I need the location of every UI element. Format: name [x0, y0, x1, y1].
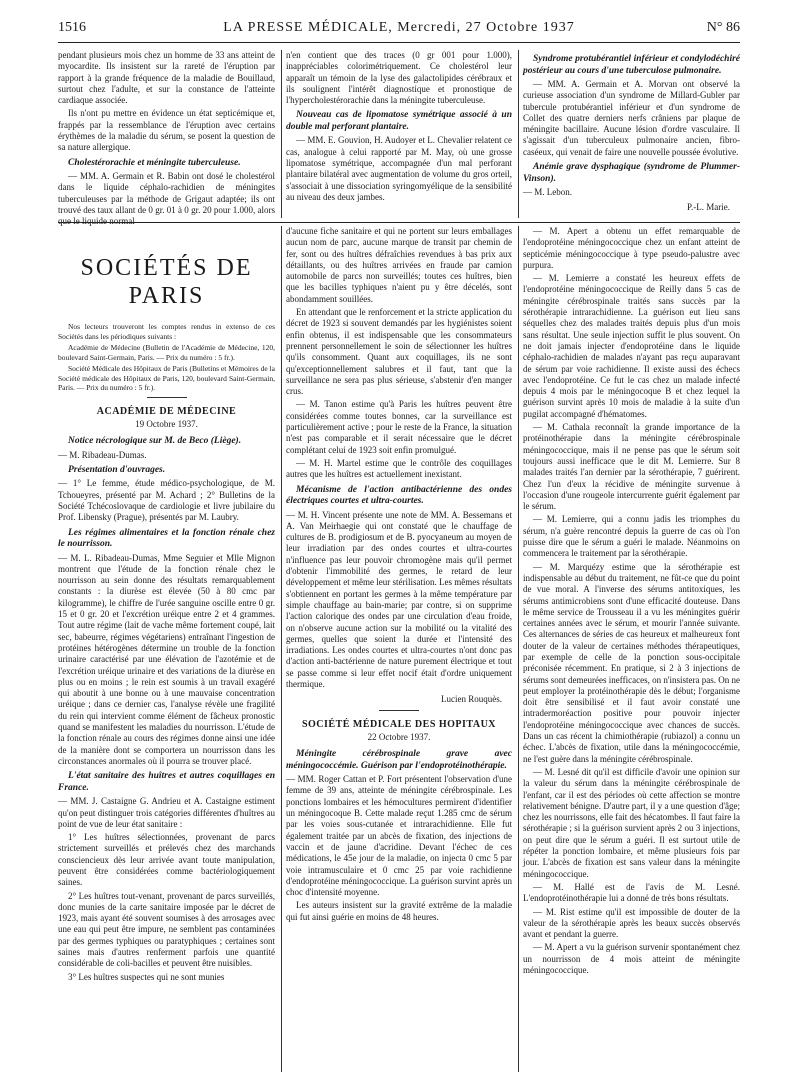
note: Société Médicale des Hôpitaux de Paris (Bulletins et Mémoires de la Société médicale des Hôpitaux de Paris, 120, boulevard Saint-Germain, Paris. — Prix du numéro : 5 fr.).	[58, 364, 275, 392]
paragraph: n'en contient que des traces (0 gr 001 pour 1.000), inappréciables colorimétriquement. Ce cholestérol leur apparaît un témoin de la lyse des galactolipides cérébraux et ils soulignent l'intérêt diagnostique et pronostique de l'hypercholestérorachie dans la méningite tuberculeuse.	[286, 50, 512, 106]
paragraph: — MM. Roger Cattan et P. Fort présentent l'observation d'une femme de 39 ans, atteinte de méningite cérébrospinale. Les ponctions lombaires et les hémocultures permirent d'identifier un méningocoque B. Cette malade reçut 1.285 cmc de sérum par les voies sous-cutanée et intrarachidienne. Elle fut également traitée par un abcès de fixation, des injections de vaccin et de jaune d'acridine. Devant l'échec de ces médications, le 45e jour de la maladie, on injecta 0 cmc 5 par voie intramusculaire et 0 cmc 25 par voie rachidienne d'endoprotéine méningococcique. La guérison survint après un choc d'intensité moyenne.	[286, 774, 512, 898]
separator	[379, 710, 419, 711]
paragraph: — M. H. Vincent présente une note de MM. A. Bessemans et A. Van Meirhaegie qui ont constaté que le chauffage de cultures de B. prodigiosum et de B. pyocyaneum au moyen de leur irradiation par des ondes courtes et ultra-courtes n'influence pas leur pouvoir chromogène mais qu'il permet d'obtenir l'immobilité des germes, le retard de leur développement et même leur stérilisation. Les mêmes résultats s'obtiennent en portant les germes à la même température par simple chauffage au bain-marie; par contre, si on supprime l'action calorique des ondes par une circulation d'eau froide, on n'observe aucune action sur la mobilité ou la vitalité des germes, quelles que soient la durée et l'intensité des irradiations. Les ondes courtes et ultra-courtes n'ont donc pas d'action anti-bactérienne de nature purement électrique et tout se passe comme si leur effet nocif était d'ordre uniquement thermique.	[286, 509, 512, 689]
paragraph: 2° Les huîtres tout-venant, provenant de parcs surveillés, donc munies de la carte sanitaire imposée par le décret de 1923, mais ayant été souvent soumises à des arrosages avec une eau qui peut être impure, ne semblent pas contaminées par des germes typhiques ou paratyphiques ; certaines sont saines mais d'autres renferment parfois une quantité considérable de coli-bacilles et peuvent être nuisibles.	[58, 890, 275, 969]
paragraph: Les auteurs insistent sur la gravité extrême de la maladie qui fut ainsi guérie en moins de 48 heures.	[286, 900, 512, 922]
paragraph: — 1° Le femme, étude médico-psychologique, de M. Tchoueyres, présenté par M. Achard ; 2° Bulletins de la Société Tchécoslovaque de cardiologie et livre jubilaire du Prof. Libensky (Prague), présentés par M. Laubry.	[58, 478, 275, 523]
section-rule	[58, 222, 740, 223]
top-column-1	[58, 50, 275, 227]
paragraph: — M. Rist estime qu'il est impossible de douter de la valeur de la sérothérapie après les beaux succès observés avant et pendant la guerre.	[523, 906, 740, 940]
paragraph: — MM. A. Germain et R. Babin ont dosé le cholestérol dans le liquide céphalo-rachidien de méningites tuberculeuses par la méthode de Grigaut adaptée; ils ont trouvé des taux allant de 0 gr. 01 à 0 gr. 20 pour 1.000, alors que le liquide normal	[58, 171, 275, 227]
paragraph: — M. Marquézy estime que la sérothérapie est indispensable au début du traitement, ne fût-ce que du point de vue moral. A l'inverse des sérums antitoxiques, les sérums antimicrobiens sont d'une efficacité douteuse. Dans le même service de Trousseau il a vu les méningites guérir certaines années avec le sérum, et mourir l'année suivante. Ces alternances de séries de cas heureux et malheureux font douter de la valeur de certaines méthodes thérapeutiques, par exemple de celle de la ponction sous-occipitale préconisée récemment. En pratique, si 2 à 3 injections de sérums sont demeurées inefficaces, on n'insistera pas. On ne peut employer la protéinothérapie dès le début; l'organisme doit être sensibilisé et il faut avoir constaté une intradermoréaction positive pour pouvoir injecter l'endoprotéine méningococcique avec chances de succès. Dans un cas récent la chimiothérapie (rubiazol) a connu un échec. L'abcès de fixation, utile dans la méningococcémie, ne l'est guère dans la méningite cérébrospinale.	[523, 561, 740, 764]
paragraph: — M. Lemierre, qui a connu jadis les triomphes du sérum, n'a guère rencontré depuis la guerre de cas où l'on puisse dire que le sérum a guéri le malade. Néanmoins on commencera le traitement par la sérothérapie.	[523, 514, 740, 559]
paragraph: — MM. J. Castaigne G. Andrieu et A. Castaigne estiment qu'on peut distinguer trois catégories différentes d'huîtres au point de vue de leur état sanitaire :	[58, 796, 275, 829]
top-column-2	[286, 50, 512, 218]
journal-title: LA PRESSE MÉDICALE, Mercredi, 27 Octobre 1937	[223, 20, 575, 35]
session-date: 22 Octobre 1937.	[367, 731, 431, 742]
paragraph: 3° Les huîtres suspectes qui ne sont munies	[68, 971, 225, 982]
top-column-3	[523, 50, 740, 218]
paragraph: En attendant que le renforcement et la stricte application du décret de 1923 si souvent demandés par les hygiénistes soient enfin obtenus, il est indispensable que les consommateurs prennent personnellement le soin de sélectionner les huîtres qu'ils consomment. Quant aux coquillages, ils ne sont qu'exceptionnellement salubres et il faut, tant que la surveillance ne sera pas plus sérieuse, s'abstenir d'en manger crus.	[286, 307, 512, 397]
section-banner-title: SOCIÉTÉS DE PARIS	[80, 255, 253, 309]
signature: P.-L. Marie.	[687, 202, 730, 213]
article-heading: Les régimes alimentaires et la fonction rénale chez le nourrisson.	[58, 527, 275, 550]
session-date: 19 Octobre 1937.	[135, 418, 198, 429]
column-divider	[281, 226, 282, 1072]
article-heading: L'état sanitaire des huîtres et autres coquillages en France.	[58, 771, 275, 793]
header-rule	[58, 42, 740, 43]
article-heading: Notice nécrologique sur M. de Beco (Liège).	[68, 436, 242, 447]
note: Nos lecteurs trouveront les comptes rendus in extenso de ces Sociétés dans les périodiques suivants :	[58, 322, 275, 341]
paragraph: — M. L. Ribadeau-Dumas, Mme Seguier et Mlle Mignon montrent que l'étude de la fonction rénale chez le nourrisson au sein donne des résultats remarquablement constants : la diurèse est élevée (50 à 80 cmc par kilogramme), le chiffre de l'urée sanguine oscille entre 0 gr. 15 et 0 gr. 20 et l'excrétion uréique entre 2 et 4 grammes. Tout autre régime (lait de vache même fortement coupé, lait sec, babeurre, régimes végétariens) entraînant l'ingestion de protéines hétérogènes détermine un trouble de la fonction urinaire caractérisé par une élévation de l'azotémie et de l'excrétion uréique urinaire et des variations de la diurèse en plus ou en moins ; le rein est soumis à un travail exagéré qui aboutit à une bonne ou à une mauvaise concentration uréique ; dans ce dernier cas, l'analyse révèle une fragilité du rein qui intervient comme élément de fâcheux pronostic quand se manifestent les maladies du nourrisson. L'étude de la fonction rénale au cours des régimes donne ainsi une idée de la manière dont se comportera un nourrisson dans les circonstances anormales où il pourra se trouver placé.	[58, 552, 275, 766]
article-heading: Méningite cérébrospinale grave avec méningococcémie. Guérison par l'endoprotéinothérapie.	[286, 749, 512, 771]
paragraph: — M. Apert a vu la guérison survenir spontanément chez un nourrisson de 4 mois atteint de méningite méningococcique.	[523, 942, 740, 975]
page-number: 1516	[58, 20, 86, 35]
paragraph: — M. Hallé est de l'avis de M. Lesné. L'endoprotéinothérapie lui a donné de très bons résultats.	[523, 881, 740, 904]
paragraph: — M. Ribadeau-Dumas.	[58, 449, 147, 460]
page-header	[58, 20, 740, 42]
paragraph: — M. Tanon estime qu'à Paris les huîtres peuvent être considérées comme toutes bonnes, car la surveillance est particulièrement active ; pour le reste de la France, la situation n'est pas comparable et il serait nécessaire que le décret complétant celui de 1923 soit enfin promulgué.	[286, 399, 512, 455]
column-divider	[518, 226, 519, 1072]
bottom-column-2	[286, 226, 512, 1072]
bottom-column-3	[523, 226, 740, 1072]
society-heading: ACADÉMIE DE MÉDECINE	[96, 405, 237, 417]
article-heading: Nouveau cas de lipomatose symétrique associé à un double mal perforant plantaire.	[286, 110, 512, 132]
paragraph: — M. Lesné dit qu'il est difficile d'avoir une opinion sur la valeur du sérum dans la méningite cérébrospinale de l'enfant, car il est des périodes où cette affection se montre relativement bénigne. D'autre part, il y a une question d'âge; chez les nourrissons, elle fait des hécatombes. Il faut faire la sérothérapie ; si la guérison survient après 2 ou 3 injections, on peut dire que le sérum a guéri. Il est surtout utile de répéter la ponction lombaire, et même plusieurs fois par jour. L'abcès de fixation est sans valeur dans la méningite méningococcique.	[523, 766, 740, 879]
article-heading: Syndrome protubérantiel inférieur et condylodéchiré postérieur au cours d'une tuberculose pulmonaire.	[523, 54, 740, 76]
note: Académie de Médecine (Bulletin de l'Académie de Médecine, 120, boulevard Saint-Germain, Paris. — Prix du numéro : 5 fr.).	[58, 343, 275, 362]
column-divider	[518, 50, 519, 218]
issue-number: N° 86	[706, 20, 740, 35]
column-divider	[281, 50, 282, 218]
signature: Lucien Rouquès.	[441, 694, 502, 705]
paragraph: Ils n'ont pu mettre en évidence un état septicémique et, frappés par la ressemblance de l'éruption avec certains érythèmes de la maladie du sérum, se posent la question de sa nature allergique.	[58, 108, 275, 153]
bottom-column-1	[58, 226, 275, 1072]
paragraph: 1° Les huîtres sélectionnées, provenant de parcs strictement surveillés et prélevés chez des marchands consciencieux dès leur arrivée avant toute manipulation, peuvent être considérées comme bactériologiquement saines.	[58, 832, 275, 888]
paragraph: — M. H. Martel estime que le contrôle des coquillages autres que les huîtres est actuellement inexistant.	[286, 457, 512, 480]
paragraph: — MM. A. Germain et A. Morvan ont observé la curieuse association d'un syndrome de Millard-Gubler par tubercule protubérantiel inférieur et d'un syndrome de Collet des quatre derniers nerfs crâniens par plaque de méningite bacillaire. Aucune lésion d'ordre vasculaire. Il s'agissait d'un tuberculeux pulmonaire ancien, fibro-caséeux, qui venait de faire une nouvelle poussée évolutive.	[523, 79, 740, 157]
paragraph: d'aucune fiche sanitaire et qui ne portent sur leurs emballages aucun nom de parc, aucune marque de transit par chemin de fer, sont ou des huîtres défraîchies revendues à bas prix aux détaillants, ou des huîtres arrivées en fraude par camion automobile de parcs non surveillés; toutes ces huîtres, bien que les bacilles typhiques n'aient pu y être décelés, sont abondamment souillées.	[286, 226, 512, 304]
society-heading: SOCIÉTÉ MÉDICALE DES HOPITAUX	[301, 718, 497, 730]
article-heading: Présentation d'ouvrages.	[68, 464, 166, 475]
separator	[147, 397, 187, 398]
paragraph: pendant plusieurs mois chez un homme de 33 ans atteint de myocardite. Ils insistent sur la rareté de l'éruption par rapport à la grande fréquence de la maladie de Bouillaud, surtout chez l'adulte, et sur la constance de l'atteinte cardiaque associée.	[58, 50, 275, 106]
paragraph: — M. Apert a obtenu un effet remarquable de l'endoprotéine méningococcique chez un enfant atteint de septicémie méningococcique à type pseudo-palustre avec purpura.	[523, 226, 740, 270]
paragraph: — M. Cathala reconnaît la grande importance de la protéinothérapie dans la méningite cérébrospinale méningococcique, mais il ne pense pas que le sérum soit toujours aussi inefficace que le dit M. Lemierre. Sur 8 malades traités l'an dernier par la sérothérapie, 7 guérirent. Chez l'un d'eux la récidive de méningite survenue à l'occasion d'une rougeole intercurrente guérit également par le sérum.	[523, 422, 740, 512]
paragraph: — M. Lebon.	[523, 187, 572, 198]
article-heading: Anémie grave dysphagique (syndrome de Plummer-Vinson).	[523, 162, 740, 184]
article-heading: Mécanisme de l'action antibactérienne des ondes électriques courtes et ultra-courtes.	[286, 484, 512, 507]
article-heading: Cholestérorachie et méningite tuberculeuse.	[68, 157, 241, 168]
paragraph: — M. Lemierre a constaté les heureux effets de l'endoprotéine méningococcique de Reilly dans 5 cas de méningite cérébrospinale traités sans succès par la sérothérapie intrarachidienne. La guérison eut lieu sans séquelles chez des malades traités depuis plus d'un mois sans résultat. Une seule injection suffit le plus souvent. On ne doit jamais injecter d'endoprotéine dans le liquide céphalo-rachidien de malades n'ayant pas reçu auparavant de sérum par voie rachidienne. Il existe aussi des échecs avec l'endoprotéine. Ce fut le cas chez un malade infecté depuis 4 mois par le méningocoque B et chez lequel la guérison survint après 10 mois de maladie à la suite d'un pugilat accompagné d'hématomes.	[523, 273, 740, 419]
paragraph: — MM. E. Gouvion, H. Audoyer et L. Chevalier relatent ce cas, analogue à celui rapporté par M. May, où une grosse lipomatose symétrique, accompagnée d'un mal perforant plantaire bilatéral avec augmentation de volume du gros orteil, s'associait à une dissociation syringomyélique de la sensibilité au niveau des deux jambes.	[286, 135, 512, 202]
